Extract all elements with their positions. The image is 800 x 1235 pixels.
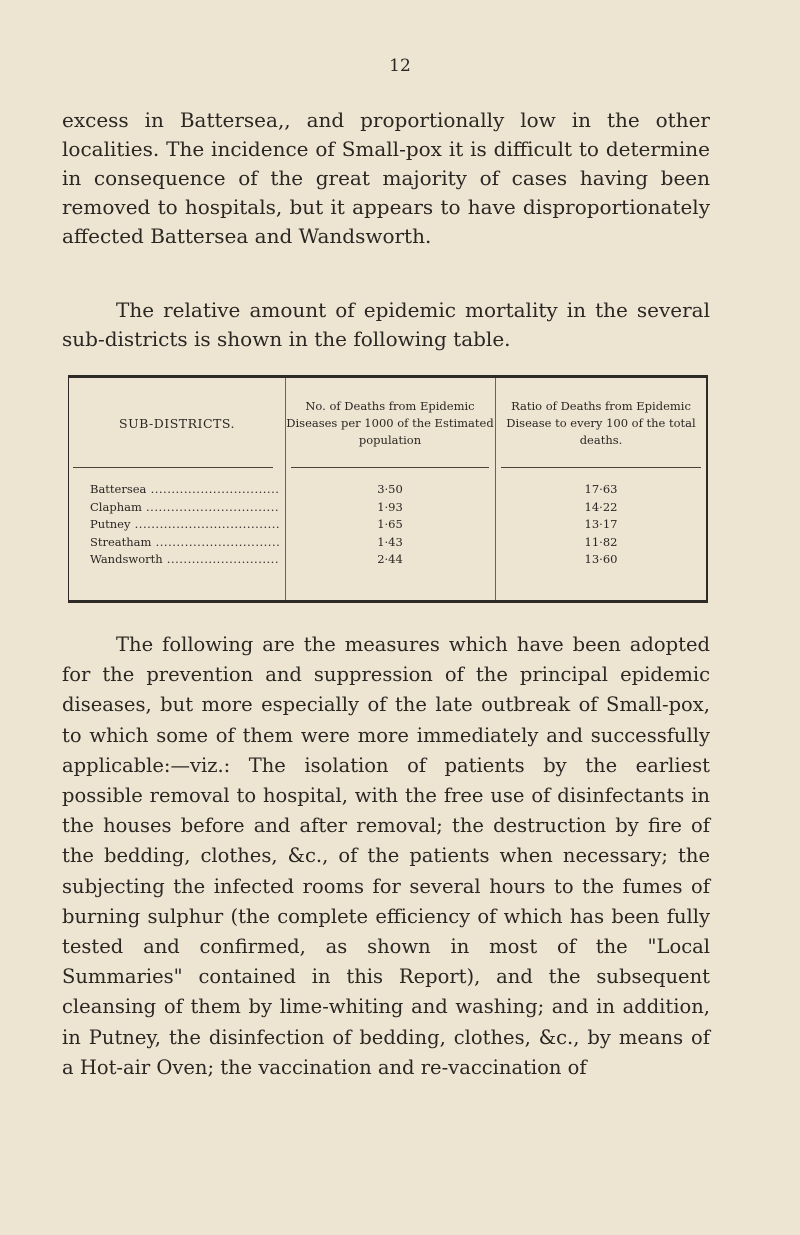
deaths-per-1000-value: 3·50: [377, 482, 403, 496]
paragraph-measures-adopted: The following are the measures which have been adopted for the prevention and suppression of the principal epidemic diseases, but more especially of the late outbreak of Small-pox, to which some of them were more immediately and successfully applicable:—viz.: The isolation of patients by the earliest possible removal to hospital, with the free use of disinfectants in the houses before and after removal; the destruction by fire of the bedding, clothes, &c., of the patients when necessary; the subjecting the infected rooms for several hours to the fumes of burning sulphur (the complete efficiency of which has been fully tested and confirmed, as shown in most of the "Local Summaries" contained in this Report), and the subsequent cleansing of them by lime-whiting and washing; and in addition, in Putney, the disinfection of bedding, clothes, &c., by means of a Hot-air Oven; the vaccination and re-vaccination of: [62, 633, 710, 1079]
table-row: [69, 552, 709, 570]
ratio-value: 11·82: [584, 534, 618, 549]
header-deaths-per-1000: No. of Deaths from Epidemic Diseases per 1000 of the Estimated population: [286, 399, 494, 447]
sub-district-name: Putney .....: [90, 517, 280, 531]
ratio-value: 17·63: [584, 482, 618, 496]
table-row: [69, 500, 709, 518]
header-rule: [501, 467, 701, 468]
deaths-per-1000-value: 2·44: [377, 552, 403, 566]
header-ratio-of-deaths: Ratio of Deaths from Epidemic Disease to every 100 of the total deaths.: [506, 399, 696, 447]
header-rule: [73, 467, 273, 468]
header-rule: [291, 467, 489, 468]
sub-district-name: Streatham .....: [90, 535, 280, 549]
deaths-per-1000-value: 1·43: [377, 534, 403, 549]
table-row: [69, 535, 709, 553]
paragraph-excess-battersea: excess in Battersea,, and proportionally low in the other localities. The incidence of Small-pox it is difficult to determine in consequence of the great majority of cases having been removed to hospitals, but it appears to have disproportionately affected Battersea and Wandsworth.: [62, 108, 710, 248]
deaths-per-1000-value: 1·65: [377, 517, 403, 531]
sub-district-name: Clapham .....: [90, 500, 280, 514]
table-row: [69, 482, 709, 500]
table-row: [69, 517, 709, 535]
page-number: 12: [389, 56, 411, 76]
ratio-value: 14·22: [584, 499, 618, 514]
deaths-per-1000-value: 1·93: [377, 499, 403, 514]
sub-district-name: Battersea .....: [90, 482, 280, 496]
paragraph-table-intro: The relative amount of epidemic mortality in the several sub-districts is shown in the following table.: [62, 298, 710, 351]
ratio-value: 13·17: [584, 517, 618, 531]
header-sub-districts: SUB-DISTRICTS.: [119, 416, 235, 431]
sub-district-name: Wandsworth .....: [90, 552, 280, 566]
table-body: [69, 482, 709, 570]
mortality-table: [68, 375, 708, 603]
ratio-value: 13·60: [584, 552, 618, 566]
